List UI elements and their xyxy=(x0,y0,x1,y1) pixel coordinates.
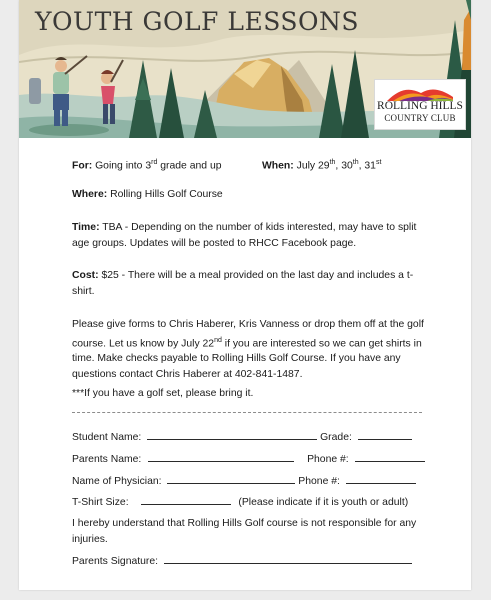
parents-name-row xyxy=(72,451,425,468)
where-label: Where: xyxy=(72,189,108,200)
when-date-2: , 30 xyxy=(335,160,353,172)
forms-paragraph xyxy=(72,317,430,382)
club-logo xyxy=(374,79,466,130)
physician-label: Name of Physician: xyxy=(72,476,162,487)
hills-logo-icon xyxy=(387,83,453,101)
when-line xyxy=(262,155,381,174)
when-date-1: July 29 xyxy=(296,160,330,172)
signature-label: Parents Signature: xyxy=(72,556,159,567)
time-paragraph xyxy=(72,220,427,251)
tshirt-label: T-Shirt Size: xyxy=(72,497,129,508)
parents-name-field[interactable] xyxy=(148,451,294,462)
where-line xyxy=(72,187,223,203)
for-line xyxy=(72,155,222,174)
forms-sup: nd xyxy=(214,336,222,344)
when-sup-3: st xyxy=(375,159,382,166)
parents-phone-field[interactable] xyxy=(355,451,425,462)
tshirt-size-field[interactable] xyxy=(141,494,231,505)
student-name-field[interactable] xyxy=(147,429,317,440)
forms-text-b: if you are interested so we can get shirts in time. Make checks payable to Rolling Hills Golf Course. If you have any questions contact Chris Haberer at 402-841-1487. xyxy=(72,337,422,380)
cost-label: Cost: xyxy=(72,270,99,281)
logo-name: ROLLING HILLS xyxy=(377,100,463,112)
for-tail: grade and up xyxy=(157,160,222,172)
grade-field[interactable] xyxy=(358,429,412,440)
student-name-row xyxy=(72,429,412,446)
time-text: TBA - Depending on the number of kids interested, may have to split age groups. Updates will be posted to RHCC Facebook page. xyxy=(72,222,417,249)
logo-subtitle: COUNTRY CLUB xyxy=(384,113,456,123)
phone-label-2: Phone #: xyxy=(298,476,340,487)
tshirt-note: (Please indicate if it is youth or adult) xyxy=(238,497,409,508)
when-label: When: xyxy=(262,160,294,172)
when-sup-2: th xyxy=(352,159,359,166)
where-text: Rolling Hills Golf Course xyxy=(110,189,223,200)
cost-paragraph xyxy=(72,268,427,299)
for-label: For: xyxy=(72,160,93,172)
banner xyxy=(19,0,471,138)
student-name-label: Student Name: xyxy=(72,432,142,443)
time-label: Time: xyxy=(72,222,100,233)
parents-name-label: Parents Name: xyxy=(72,454,142,465)
signature-field[interactable] xyxy=(164,553,412,564)
phone-label-1: Phone #: xyxy=(307,454,349,465)
physician-phone-field[interactable] xyxy=(346,473,416,484)
when-sup-1: th xyxy=(329,159,336,166)
physician-row xyxy=(72,473,416,490)
waiver-text: I hereby understand that Rolling Hills Golf course is not responsible for any injuries. xyxy=(72,518,417,545)
tshirt-row xyxy=(72,494,408,511)
for-sup: rd xyxy=(151,159,158,166)
golf-set-note: ***If you have a golf set, please bring it. xyxy=(72,388,254,399)
flyer-page xyxy=(19,0,471,590)
when-date-3: , 31 xyxy=(358,160,376,172)
for-text: Going into 3 xyxy=(95,160,152,172)
signature-row xyxy=(72,553,412,570)
physician-field[interactable] xyxy=(167,473,295,484)
cost-text: $25 - There will be a meal provided on the last day and includes a t-shirt. xyxy=(72,270,414,297)
flyer-title: YOUTH GOLF LESSONS xyxy=(35,7,360,36)
dashed-divider xyxy=(72,412,422,413)
grade-label: Grade: xyxy=(320,432,352,443)
forms-text-a: Please give forms to Chris Haberer, Kris Vanness or drop them off at the golf course. Let us know by July 22 xyxy=(72,319,424,349)
